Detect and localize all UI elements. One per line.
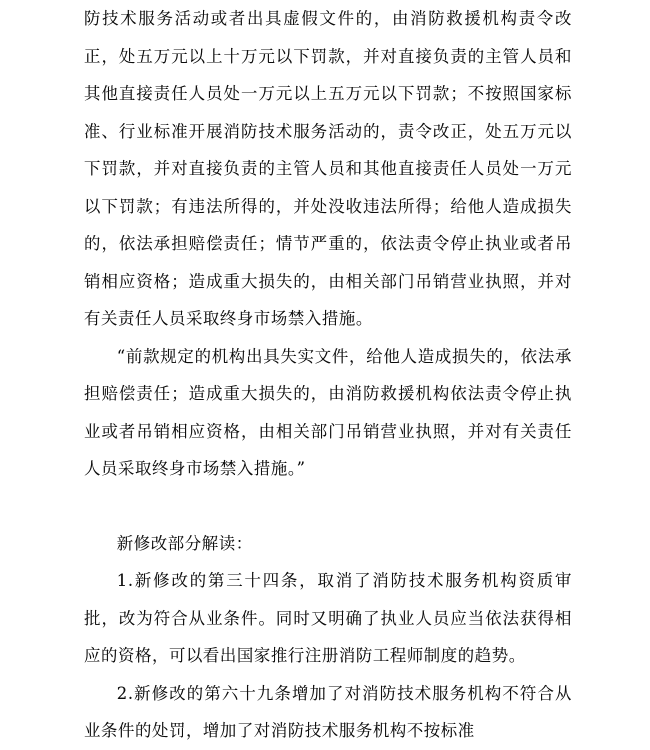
paragraph-item-1: 1.新修改的第三十四条，取消了消防技术服务机构资质审批，改为符合从业条件。同时又明确了执业人员应当依法获得相应的资格，可以看出国家推行注册消防工程师制度的趋势。	[84, 571, 572, 665]
paragraph-item-2: 2.新修改的第六十九条增加了对消防技术服务机构不符合从业条件的处罚，增加了对消防技术服务机构不按标准	[84, 683, 572, 740]
paragraph-interpretation-heading: 新修改部分解读：	[116, 533, 253, 553]
paragraph-quoted-clause: “前款规定的机构出具失实文件，给他人造成损失的，依法承担赔偿责任；造成重大损失的，由消防救援机构依法责令停止执业或者吊销相应资格，由相关部门吊销营业执照，并对有关责任人员采取终身市场禁入措施。”	[84, 346, 572, 478]
paragraph-penalty-provisions: 防技术服务活动或者出具虚假文件的，由消防救援机构责令改正，处五万元以上十万元以下罚款，并对直接负责的主管人员和其他直接责任人员处一万元以上五万元以下罚款；不按照国家标准、行业标准开展消防技术服务活动的，责令改正，处五万元以下罚款，并对直接负责的主管人员和其他直接责任人员处一万元以下罚款；有违法所得的，并处没收违法所得；给他人造成损失的，依法承担赔偿责任；情节严重的，依法责令停止执业或者吊销相应资格；造成重大损失的，由相关部门吊销营业执照，并对有关责任人员采取终身市场禁入措施。	[84, 9, 572, 328]
document-body	[84, 0, 572, 750]
